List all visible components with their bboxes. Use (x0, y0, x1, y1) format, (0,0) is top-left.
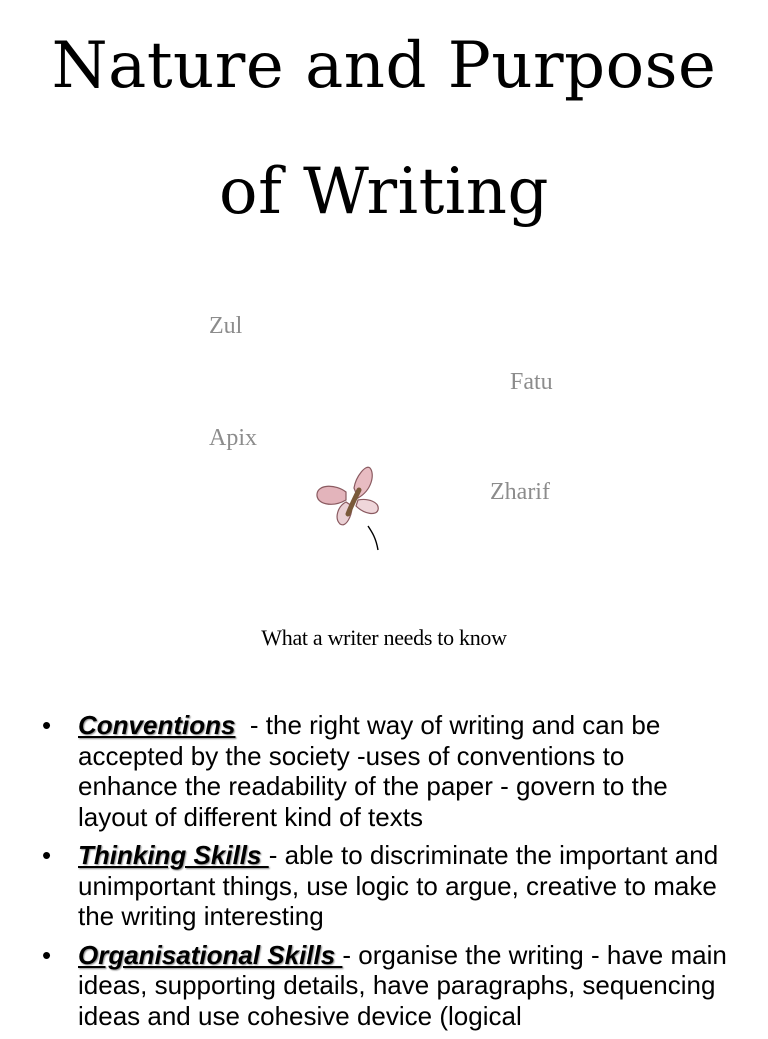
butterfly-trail (368, 526, 378, 550)
author-name-apix: Apix (209, 425, 257, 451)
term-organisational-skills: Organisational Skills (78, 939, 343, 970)
list-item-thinking-skills (40, 840, 730, 932)
bullet-marker: • (42, 939, 52, 970)
bullet-marker: • (42, 710, 52, 740)
definition-thinking-skills: - able to discriminate the important and unimportant things, use logic to argue, creative to make the writing interesting (78, 840, 719, 931)
term-conventions: Conventions (78, 710, 236, 740)
author-name-fatu: Fatu (510, 369, 553, 395)
bullet-marker: • (42, 840, 52, 870)
section-subtitle: What a writer needs to know (261, 625, 507, 650)
definition-conventions: - the right way of writing and can be accepted by the society -uses of conventions to enhance the readability of the paper - govern to the layout of different kind of texts (78, 710, 675, 832)
author-name-zharif: Zharif (490, 479, 550, 505)
list-item-organisational-skills (40, 940, 730, 1032)
list-item-conventions (40, 710, 730, 832)
author-name-zul: Zul (209, 313, 243, 339)
title-line-2: of Writing (219, 155, 549, 229)
butterfly-icon (312, 462, 386, 556)
definition-organisational-skills: - organise the writing - have main ideas, supporting details, have paragraphs, sequencing ideas and use cohesive device (logical (78, 939, 727, 1031)
butterfly-wing-upper-left (317, 486, 346, 504)
title-line-1: Nature and Purpose (51, 29, 717, 103)
butterfly-wing-lower-right (356, 499, 378, 513)
skills-bullet-list (40, 710, 730, 1039)
term-thinking-skills: Thinking Skills (78, 840, 269, 870)
